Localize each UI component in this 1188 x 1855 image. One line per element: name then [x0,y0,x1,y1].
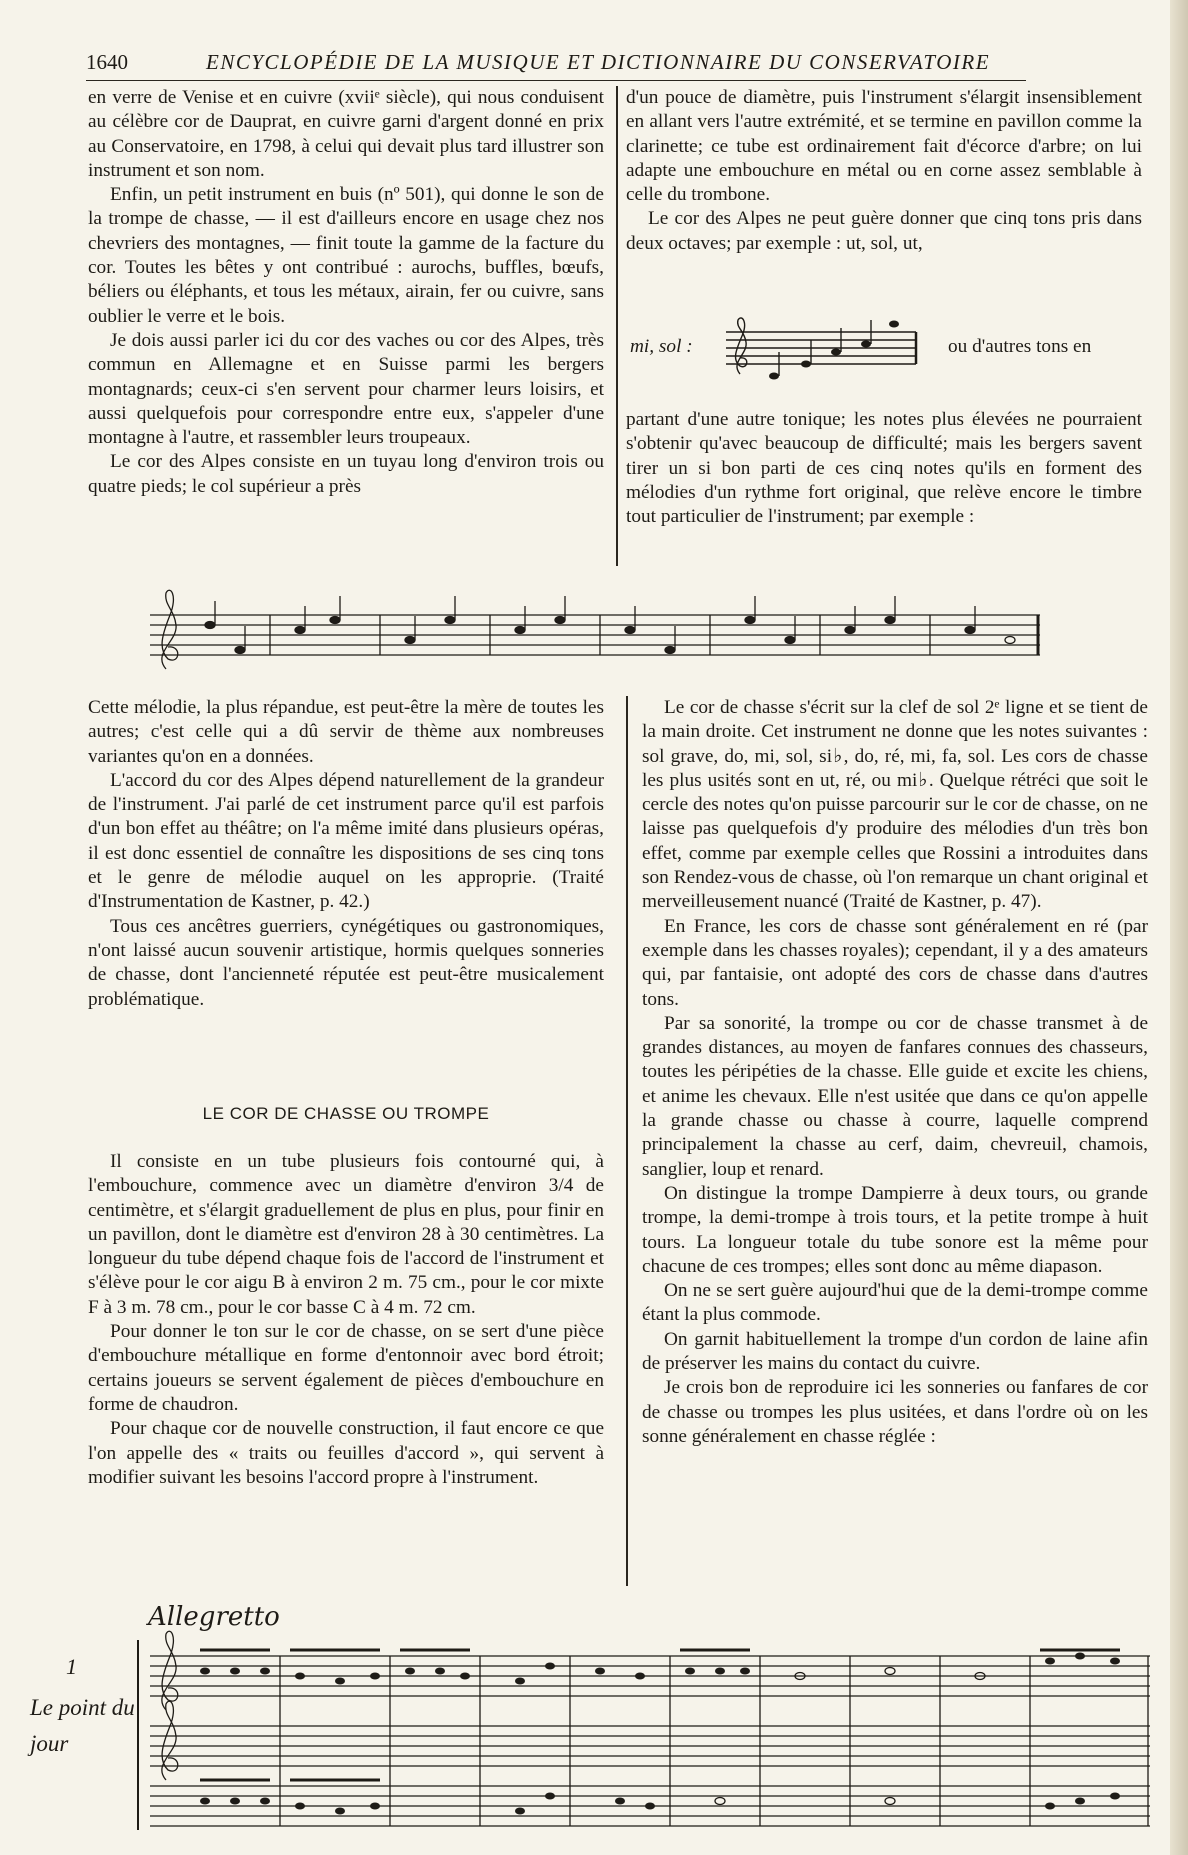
inline-staff-row [626,306,1146,396]
left-column-top [88,86,604,499]
paragraph: Pour donner le ton sur le cor de chasse, on se sert d'une pièce d'embouchure métallique en forme d'entonnoir avec bord étroit; certains joueurs se servent également de pièces d'embouchure en forme de chaudron. [88,1321,604,1415]
alpine-horn-melody-score [150,585,1050,685]
tempo-marking: Allegretto [148,1602,280,1632]
staff-label-after: ou d'autres tons en [948,336,1092,357]
fanfare-number: 1 [66,1654,77,1679]
paragraph: Cette mélodie, la plus répandue, est peut-être la mère de toutes les autres; c'est celle qui a dû servir de thème aux nombreuses variantes qu'on en a données. [88,697,604,767]
paragraph: partant d'une autre tonique; les notes plus élevées ne pourraient s'obtenir qu'avec beaucoup de difficulté; mais les bergers savent tirer un si bon parti de ces cinq notes qu'ils en forment des mélodies d'un rythme fort original, que relève encore le timbre tout particulier de l'instrument; par exemple : [626,409,1142,528]
paragraph: Le cor des Alpes consiste en un tuyau long d'environ trois ou quatre pieds; le col supérieur a près [88,451,604,497]
paragraph: Il consiste en un tube plusieurs fois contourné qui, à l'embouchure, commence avec un diamètre d'environ 3/4 de centimètre, et s'élargit graduellement de plus en plus, pour finir en un pavillon, dont le diamètre est d'environ 28 à 30 centimètres. La longueur du tube dépend chaque fois de l'accord de l'instrument et s'élève pour le cor aigu B à environ 2 m. 75 cm., pour le cor mixte F à 3 m. 78 cm., pour le cor basse C à 4 m. 72 cm. [88,1151,604,1318]
paragraph: On garnit habituellement la trompe d'un cordon de laine afin de préserver les mains du contact du cuivre. [642,1328,1148,1375]
fanfare-title: Le point du jour [30,1695,135,1756]
running-title: ENCYCLOPÉDIE DE LA MUSIQUE ET DICTIONNAIRE DU CONSERVATOIRE [206,50,991,74]
right-column-top [626,86,1142,256]
paragraph: Tous ces ancêtres guerriers, cynégétiques ou gastronomiques, n'ont laissé aucun souvenir artistique, hormis quelques sonneries de chasse, dont l'ancienneté réputée est peut-être musicalement problématique. [88,915,604,1010]
right-column-top-continued [626,408,1142,529]
left-column-lower [88,1150,604,1490]
paragraph: d'un pouce de diamètre, puis l'instrument s'élargit insensiblement en allant vers l'autre extrémité, et se termine en pavillon comme la clarinette; ce tube est ordinairement fait d'écorce d'arbre; on lui adapte une embouchure en métal ou en corne assez semblable à celle du trombone. [626,87,1142,206]
paragraph: Enfin, un petit instrument en buis (nº 501), qui donne le son de la trompe de chasse, — il est d'ailleurs encore en usage chez nos chevriers des montagnes, — finit toute la gamme de la facture du cor. Toutes les bêtes y ont contribué : aurochs, buffles, bœufs, béliers ou éléphants, et tous les métaux, airain, fer ou cuivre, sans oublier le verre et le bois. [88,184,604,327]
paragraph: Pour chaque cor de nouvelle construction, il faut encore ce que l'on appelle des « traits ou feuilles d'accord », qui servent à modifier suivant les besoins l'accord propre à l'instrument. [88,1418,604,1488]
left-column-middle [88,696,604,1012]
page-number: 1640 [86,50,128,74]
section-heading: LE COR DE CHASSE OU TROMPE [202,1104,490,1123]
paragraph: On ne se sert guère aujourd'hui que de la demi-trompe comme étant la plus commode. [642,1280,1148,1326]
paragraph: En France, les cors de chasse sont généralement en ré (par exemple dans les chasses royales); cependant, il y a des amateurs qui, par fantaisie, ont adopté des cors de chasse dans d'autres tons. [642,915,1148,1010]
paragraph: On distingue la trompe Dampierre à deux tours, ou grande trompe, la demi-trompe à trois tours, et la petite trompe à huit tours. La longueur totale du tube sonore est la même pour chacune de ces trompes; elles sont donc au même diapason. [642,1182,1148,1277]
five-notes-staff [726,314,926,390]
right-column-middle [642,696,1148,1449]
paragraph: Par sa sonorité, la trompe ou cor de chasse transmet à de grandes distances, au moyen de fanfares connues des chasseurs, toutes les péripéties de la chasse. Elle guide et excite les chiens, et anime les chevaux. Elle n'est usitée que dans ce qu'on appelle la grande chasse ou chasse à courre, laquelle comprend principalement la chasse au cerf, daim, chevreuil, chamois, sanglier, loup et renard. [642,1012,1148,1180]
fanfare-score [20,1600,1170,1850]
paragraph: Je crois bon de reproduire ici les sonneries ou fanfares de cor de chasse ou trompes les plus usitées, et dans l'ordre où on les sonne généralement en chasse réglée : [642,1377,1148,1447]
staff-label-before: mi, sol : [630,336,693,357]
paragraph: Le cor des Alpes ne peut guère donner que cinq tons pris dans deux octaves; par exemple : ut, sol, ut, [626,208,1142,254]
paragraph: Je dois aussi parler ici du cor des vaches ou cor des Alpes, très commun en Allemagne et en Suisse parmi les bergers montagnards; ceux-ci s'en servent pour charmer leurs loisirs, et aussi quelquefois pour correspondre entre eux, s'appeler d'une montagne à l'autre, et rassembler leurs troupeaux. [88,329,604,449]
paragraph: L'accord du cor des Alpes dépend naturellement de la grandeur de l'instrument. J'ai parlé de cet instrument parce qu'il est parfois d'un bon effet au théâtre; on l'a même imité dans plusieurs opéras, il est donc essentiel de connaître les dispositions de ses cinq tons et le genre de mélodie auquel on les approprie. (Traité d'Instrumentation de Kastner, p. 42.) [88,769,604,913]
paragraph: en verre de Venise et en cuivre (xviiᵉ siècle), qui nous conduisent au célèbre cor de Dauprat, en cuivre garni d'argent donné en prix au Conservatoire, en 1798, à celui qui devait plus tard illustrer son instrument et son nom. [88,87,604,181]
page-header [86,44,1026,81]
column-divider-bottom [626,696,628,1586]
paragraph: Le cor de chasse s'écrit sur la clef de sol 2ᵉ ligne et se tient de la main droite. Cet instrument ne donne que les notes suivantes : sol grave, do, mi, sol, si♭, do, ré, mi, fa, sol. Les cors de chasse les plus usités sont en ut, ré, ou mi♭. Quelque rétréci que soit le cercle des notes qu'on puisse parcourir sur le cor de chasse, on ne laisse pas quelquefois d'y produire des mélodies d'un très bon effet, comme par exemple celles que Rossini a introduites dans son Rendez-vous de chasse, où l'on remarque un chant original et merveilleusement nuancé (Traité de Kastner, p. 47). [642,697,1148,913]
page-edge [1170,0,1188,1855]
column-divider-top [616,86,618,566]
